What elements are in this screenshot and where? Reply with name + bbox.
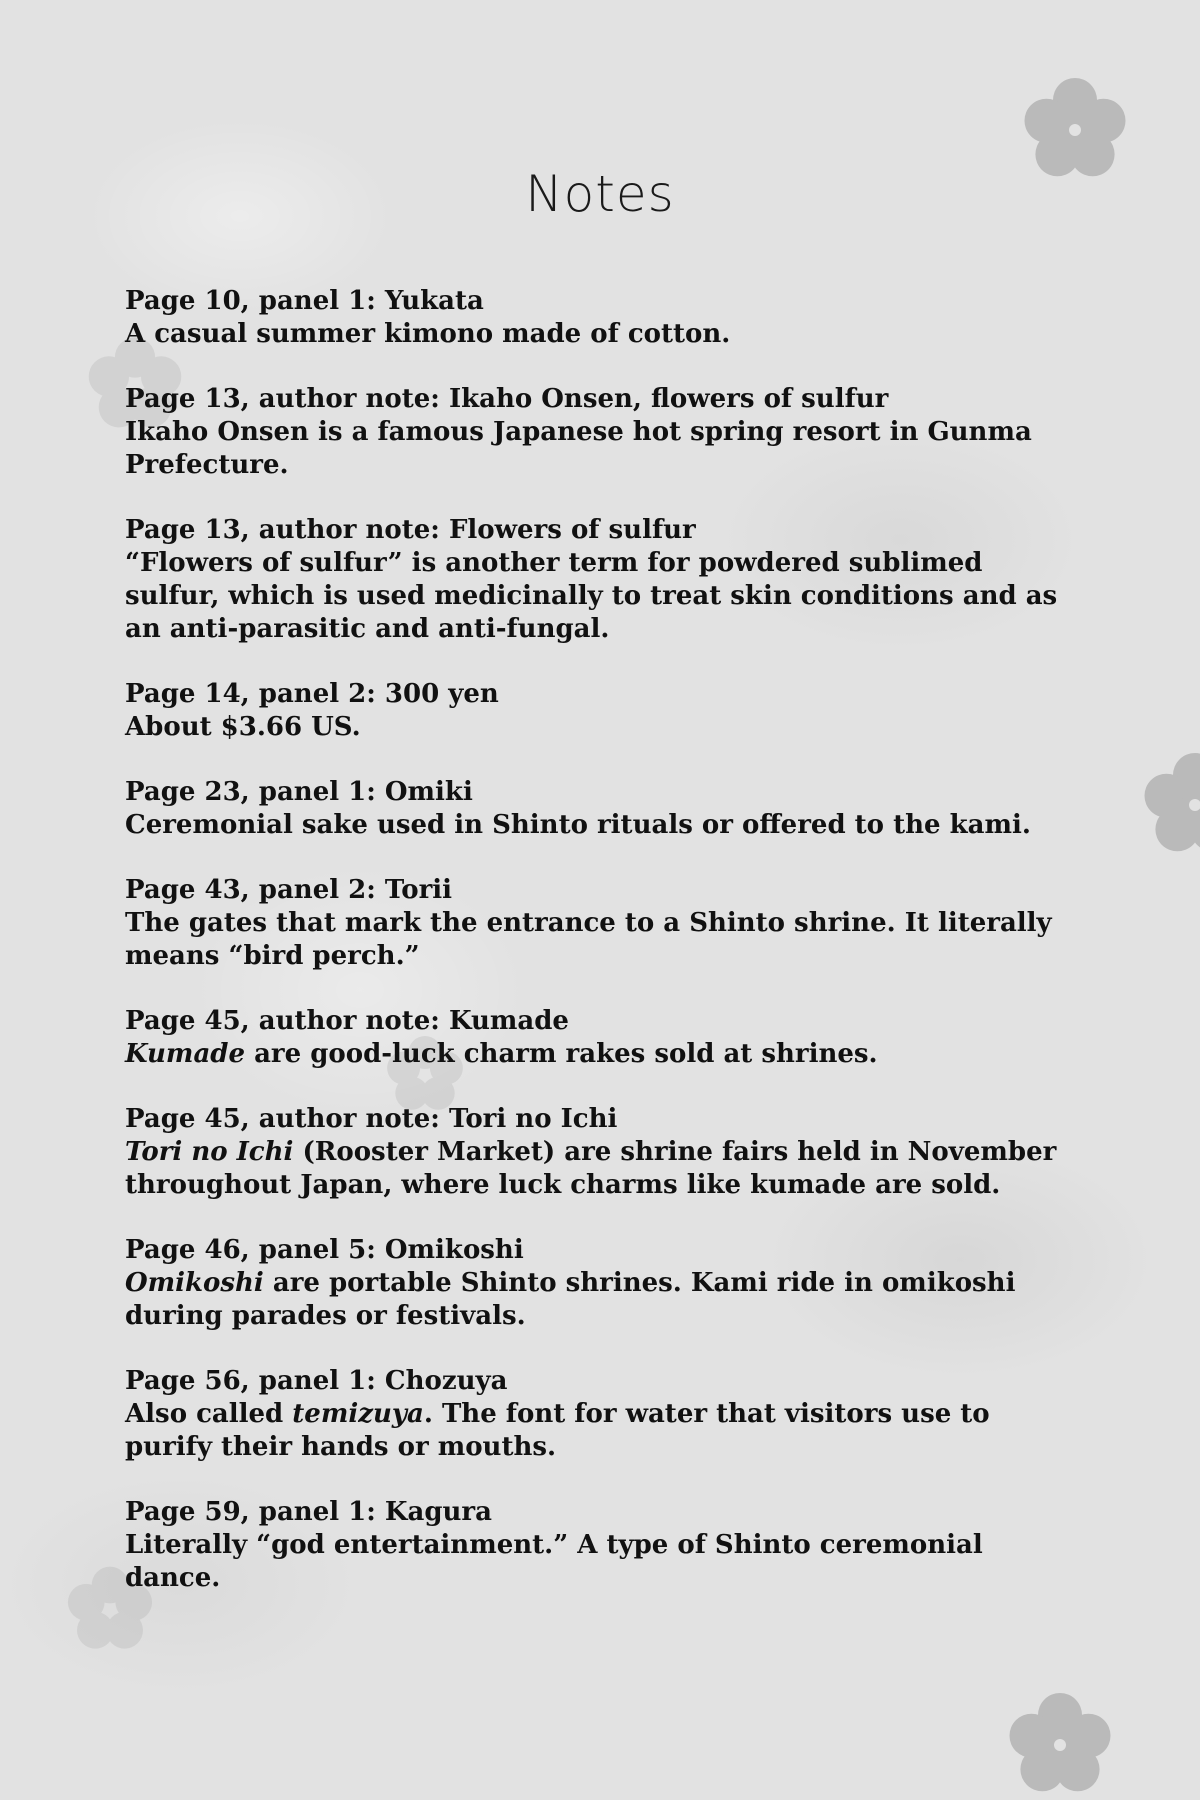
- note-body-text: . The font for water that visitors use to purify their hands or mouths.: [125, 1399, 990, 1462]
- note-heading: Page 43, panel 2: Torii: [125, 875, 453, 905]
- note-heading: Page 45, author note: Kumade: [125, 1006, 569, 1036]
- note-item: [125, 874, 1085, 973]
- note-heading: Page 46, panel 5: Omikoshi: [125, 1235, 524, 1265]
- note-item: [125, 1496, 1085, 1595]
- note-body-text: About $3.66 US.: [125, 712, 361, 742]
- note-heading: Page 23, panel 1: Omiki: [125, 777, 473, 807]
- note-body-term: temizuya: [292, 1399, 424, 1429]
- note-body: [125, 907, 1085, 973]
- note-item: [125, 1005, 1085, 1071]
- note-body-text: A casual summer kimono made of cotton.: [125, 319, 731, 349]
- note-body-text: Literally “god entertainment.” A type of Shinto ceremonial dance.: [125, 1530, 983, 1593]
- note-item: [125, 285, 1085, 351]
- note-body-text: Also called: [125, 1399, 293, 1429]
- note-item: [125, 514, 1085, 646]
- note-body-term: Omikoshi: [125, 1268, 264, 1298]
- note-body: [125, 318, 1085, 351]
- note-item: [125, 678, 1085, 744]
- note-body-text: Ikaho Onsen is a famous Japanese hot spring resort in Gunma Prefecture.: [125, 417, 1032, 480]
- note-heading: Page 59, panel 1: Kagura: [125, 1497, 492, 1527]
- note-heading: Page 14, panel 2: 300 yen: [125, 679, 499, 709]
- note-body-text: are portable Shinto shrines. Kami ride in omikoshi during parades or festivals.: [125, 1268, 1016, 1331]
- note-item: [125, 776, 1085, 842]
- note-body-term: Kumade: [125, 1039, 246, 1069]
- note-body: [125, 1529, 1085, 1595]
- note-body-text: are good-luck charm rakes sold at shrines.: [245, 1039, 878, 1069]
- note-body-text: (Rooster Market) are shrine fairs held in November throughout Japan, where luck charms like kumade are sold.: [125, 1137, 1057, 1200]
- note-body: [125, 1267, 1085, 1333]
- note-body-term: Tori no Ichi: [125, 1137, 294, 1167]
- note-heading: Page 56, panel 1: Chozuya: [125, 1366, 508, 1396]
- plum-flower-icon: [1135, 745, 1200, 865]
- note-body-text: The gates that mark the entrance to a Shinto shrine. It literally means “bird perch.”: [125, 908, 1052, 971]
- note-body: [125, 809, 1085, 842]
- note-body: [125, 1136, 1085, 1202]
- note-body: [125, 547, 1085, 646]
- note-body-text: Ceremonial sake used in Shinto rituals or offered to the kami.: [125, 810, 1031, 840]
- note-heading: Page 10, panel 1: Yukata: [125, 286, 484, 316]
- note-item: [125, 1365, 1085, 1464]
- note-item: [125, 383, 1085, 482]
- note-body: [125, 1398, 1085, 1464]
- note-body: [125, 711, 1085, 744]
- page-title: Notes: [525, 165, 675, 223]
- note-item: [125, 1234, 1085, 1333]
- note-body-text: “Flowers of sulfur” is another term for powdered sublimed sulfur, which is used medicinally to treat skin conditions and as an anti-parasitic and anti-fungal.: [125, 548, 1058, 644]
- note-body: [125, 1038, 1085, 1071]
- note-heading: Page 13, author note: Flowers of sulfur: [125, 515, 696, 545]
- note-item: [125, 1103, 1085, 1202]
- notes-list: [125, 285, 1085, 1627]
- note-heading: Page 13, author note: Ikaho Onsen, flowers of sulfur: [125, 384, 889, 414]
- note-heading: Page 45, author note: Tori no Ichi: [125, 1104, 618, 1134]
- note-body: [125, 416, 1085, 482]
- plum-flower-icon: [1000, 1685, 1120, 1800]
